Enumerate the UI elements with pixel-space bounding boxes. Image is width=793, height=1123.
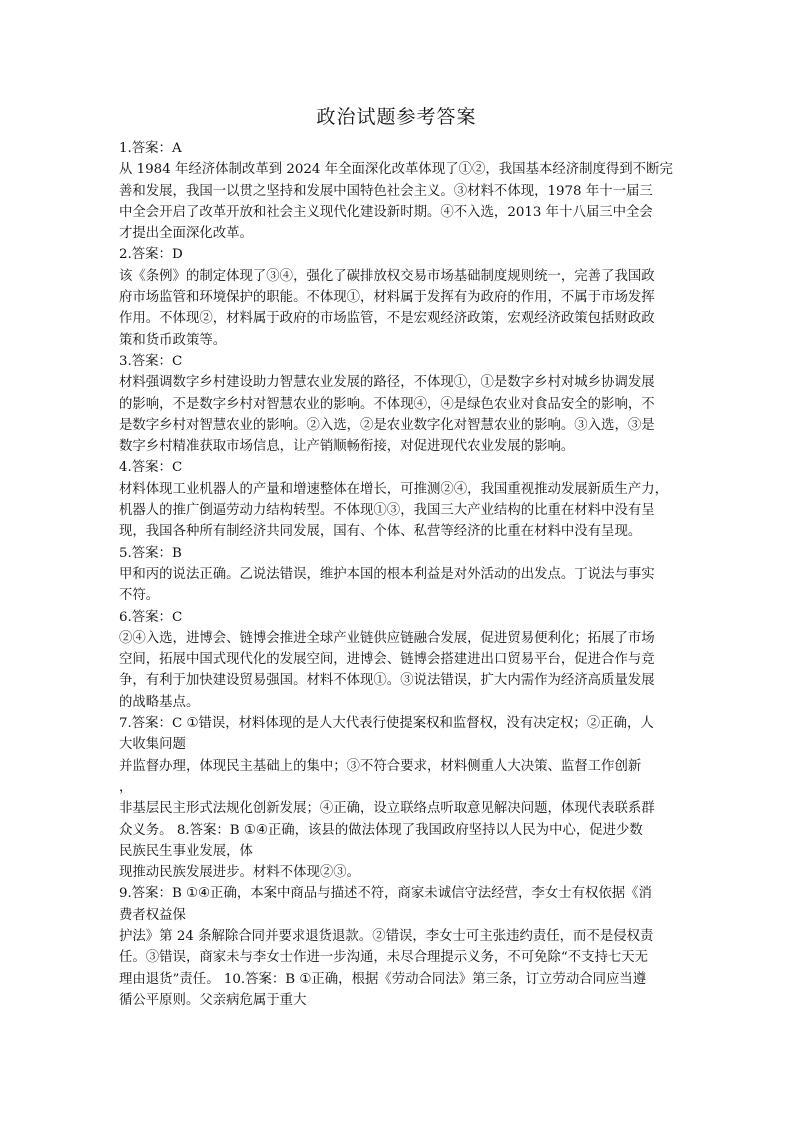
document-title: 政治试题参考答案: [316, 106, 477, 128]
text-line: ，: [119, 779, 133, 795]
text-line: 策和货币政策等。: [119, 332, 227, 348]
text-line: 的影响，不是数字乡村对智慧农业的影响。不体现④，④是绿色农业对食品安全的影响，不: [119, 396, 655, 412]
text-line: 不符。: [119, 588, 160, 604]
text-line: 中全会开启了改革开放和社会主义现代化建设新时期。④不入选，2013 年十八届三中全会: [119, 204, 653, 220]
text-line: 非基层民主形式法规化创新发展；④正确，设立联络点听取意见解决问题，体现代表联系群: [119, 801, 655, 817]
text-line: 现，我国各种所有制经济共同发展，国有、个体、私营等经济的比重在材料中没有呈现。: [119, 524, 642, 540]
text-line: 4.答案：C: [119, 460, 183, 476]
text-line: 护法》第 24 条解除合同并要求退货退款。②错误，李女士可主张违约责任，而不是侵权责: [119, 928, 654, 944]
text-line: 大收集问题: [119, 737, 186, 753]
text-line: 并监督办理，体现民主基础上的集中；③不符合要求，材料侧重人大决策、监督工作创新: [119, 758, 642, 774]
text-line: 空间，拓展中国式现代化的发展空间，进博会、链博会搭建进出口贸易平台，促进合作与竞: [119, 652, 655, 668]
text-line: 材料强调数字乡村建设助力智慧农业发展的路径，不体现①，①是数字乡村对城乡协调发展: [119, 375, 655, 391]
text-line: 众义务。 8.答案：B ①④正确，该县的做法体现了我国政府坚持以人民为中心，促进少数: [119, 822, 643, 838]
text-line: 的战略基点。: [119, 694, 200, 710]
text-line: 1.答案：A: [119, 141, 182, 156]
text-line: 6.答案：C: [119, 609, 183, 625]
text-line: 现推动民族发展进步。材料不体现②③。: [119, 865, 361, 881]
text-line: 循公平原则。父亲病危属于重大: [119, 992, 307, 1008]
text-line: 机器人的推广倒逼劳动力结构转型。不体现①③，我国三大产业结构的比重在材料中没有呈: [119, 503, 655, 519]
text-line: 民族民生事业发展，体: [119, 843, 253, 859]
text-line: 从 1984 年经济体制改革到 2024 年全面深化改革体现了①②，我国基本经济制度得到不断完: [119, 162, 673, 178]
text-line: 2.答案：D: [119, 247, 183, 263]
text-line: 府市场监管和环境保护的职能。不体现①，材料属于发挥有为政府的作用，不属于市场发挥: [119, 290, 655, 306]
text-line: 材料体现工业机器人的产量和增速整体在增长，可推测②④，我国重视推动发展新质生产力，: [119, 481, 669, 497]
text-line: 才提出全面深化改革。: [119, 226, 253, 242]
text-line: 3.答案：C: [119, 353, 183, 369]
text-line: 5.答案：B: [119, 545, 182, 561]
text-line: 任。③错误，商家未与李女士作进一步沟通，未尽合理提示义务，不可免除“不支持七天无: [119, 950, 649, 966]
text-line: 7.答案：C ①错误，材料体现的是人大代表行使提案权和监督权，没有决定权；②正确，人: [119, 716, 654, 732]
text-line: 争，有利于加快建设贸易强国。材料不体现①。③说法错误，扩大内需作为经济高质量发展: [119, 673, 655, 689]
text-line: 费者权益保: [119, 907, 186, 923]
text-line: 善和发展，我国一以贯之坚持和发展中国特色社会主义。③材料不体现，1978 年十一届三: [119, 183, 653, 199]
text-line: 数字乡村精准获取市场信息，让产销顺畅衔接，对促进现代农业发展的影响。: [119, 439, 575, 455]
answer-body: [119, 138, 684, 1011]
text-line: 作用。不体现②，材料属于政府的市场监管，不是宏观经济政策，宏观经济政策包括财政政: [119, 311, 655, 327]
text-line: 该《条例》的制定体现了③④，强化了碳排放权交易市场基础制度规则统一，完善了我国政: [119, 268, 655, 284]
text-line: 理由退货”责任。 10.答案：B ①正确，根据《劳动合同法》第三条，订立劳动合同应当遵: [119, 971, 647, 987]
text-line: 是数字乡村对智慧农业的影响。②入选，②是农业数字化对智慧农业的影响。③入选，③是: [119, 417, 655, 433]
text-line: 9.答案：B ①④正确，本案中商品与描述不符，商家未诚信守法经营，李女士有权依据《消: [119, 886, 652, 902]
text-line: 甲和丙的说法正确。乙说法错误，维护本国的根本利益是对外活动的出发点。丁说法与事实: [119, 566, 655, 582]
text-line: ②④入选，进博会、链博会推进全球产业链供应链融合发展，促进贸易便利化；拓展了市场: [119, 630, 655, 646]
